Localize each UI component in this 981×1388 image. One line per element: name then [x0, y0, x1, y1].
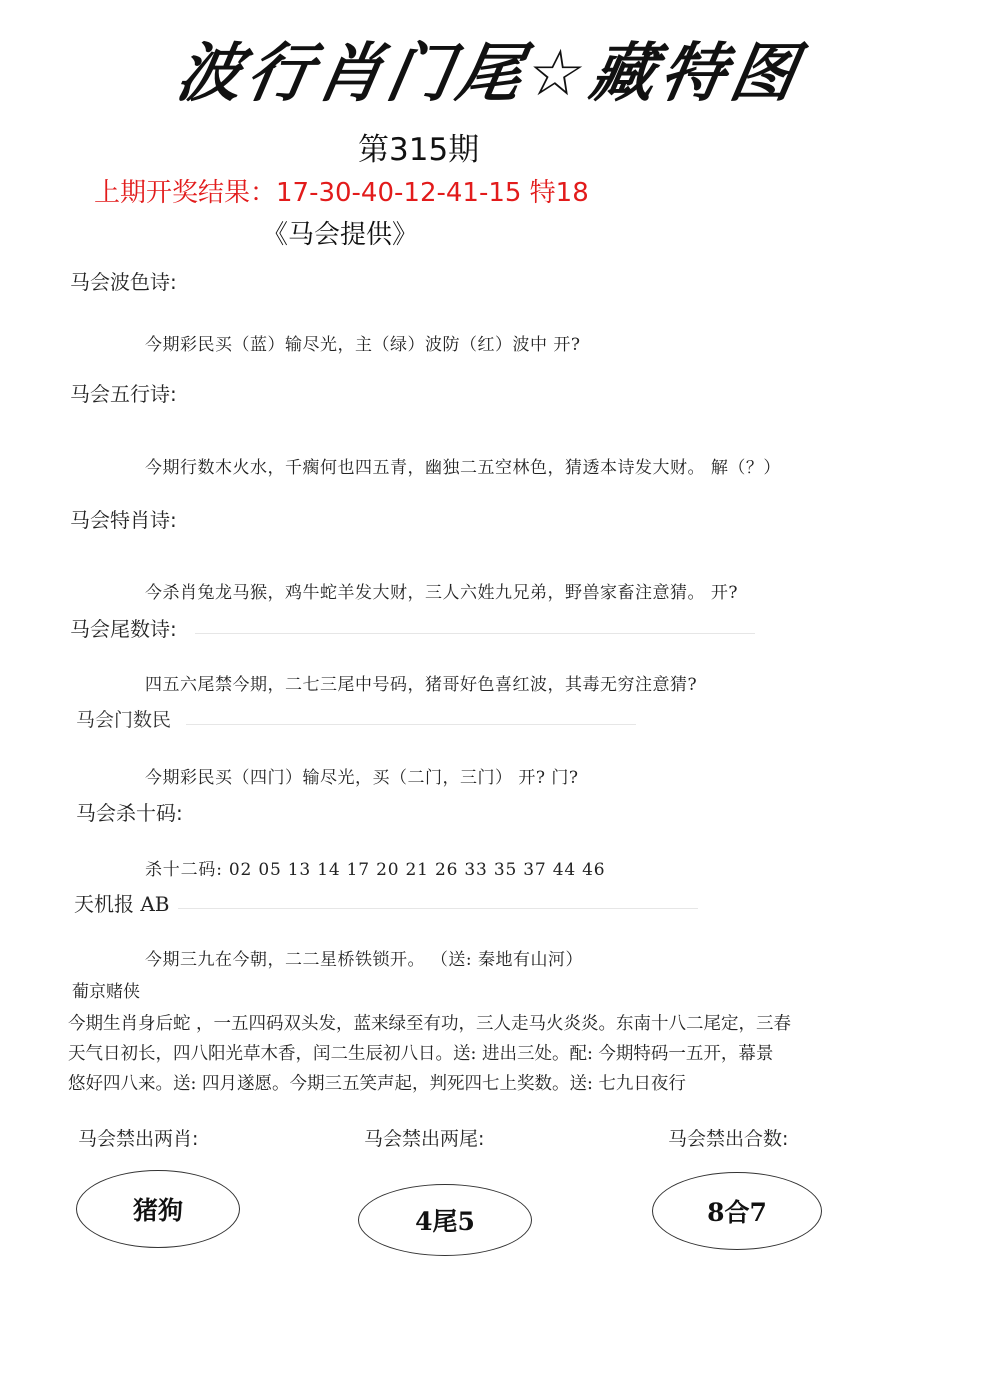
section-text-wave-color: 今期彩民买（蓝）输尽光，主（绿）波防（红）波中 开? [145, 335, 581, 355]
gambler-label: 葡京赌侠 [72, 982, 140, 1002]
faint-divider [178, 908, 698, 909]
page-title: 波行肖门尾☆藏特图 [171, 37, 808, 111]
section-text-five-elements: 今期行数木火水，千瘸何也四五青，幽独二五空林色，猜透本诗发大财。 解（？） [145, 458, 781, 478]
ban-value-zodiac: 猪狗 [132, 1196, 183, 1225]
ban-label-tail: 马会禁出两尾: [364, 1128, 485, 1150]
section-label-special-zodiac: 马会特肖诗: [70, 508, 177, 532]
ban-label-sum: 马会禁出合数: [668, 1128, 789, 1150]
section-text-special-zodiac: 今杀肖兔龙马猴，鸡牛蛇羊发大财，三人六姓九兄弟，野兽家畜注意猜。 开? [145, 583, 739, 603]
ban-oval-sum [652, 1172, 822, 1250]
section-label-tianji: 天机报 AB [74, 892, 170, 916]
ban-label-zodiac: 马会禁出两肖: [78, 1128, 199, 1150]
section-label-gate-number: 马会门数民 [76, 709, 172, 731]
section-label-wave-color: 马会波色诗: [70, 270, 177, 294]
section-text-tianji: 今期三九在今朝，二二星桥铁锁开。 （送: 秦地有山河） [145, 950, 584, 970]
issue-number: 第315期 [358, 132, 480, 168]
provider-line: 《马会提供》 [262, 220, 419, 250]
faint-divider [186, 724, 636, 725]
ban-oval-tail [358, 1184, 532, 1256]
section-label-tail-number: 马会尾数诗: [70, 617, 177, 641]
section-text-kill-numbers: 杀十二码: 02 05 13 14 17 20 21 26 33 35 37 44 46 [145, 860, 606, 880]
faint-divider [195, 633, 755, 634]
last-draw-result: 上期开奖结果：17-30-40-12-41-15 特18 [94, 178, 589, 208]
section-label-kill-numbers: 马会杀十码: [76, 801, 183, 825]
section-text-tail-number: 四五六尾禁今期，二七三尾中号码，猪哥好色喜红波，其毒无穷注意猜? [145, 675, 698, 695]
ban-oval-zodiac [76, 1170, 240, 1248]
gambler-line: 今期生肖身后蛇 ，一五四码双头发，蓝来绿至有功，三人走马火炎炎。东南十八二尾定，三春 [68, 1014, 792, 1034]
ban-value-tail: 4尾5 [415, 1207, 475, 1236]
section-label-five-elements: 马会五行诗: [70, 382, 177, 406]
section-text-gate-number: 今期彩民买（四门）输尽光，买（二门，三门） 开? 门? [145, 768, 579, 788]
gambler-line: 悠好四八来。送: 四月遂愿。今期三五笑声起，判死四七上奖数。送: 七九日夜行 [68, 1074, 686, 1094]
ban-value-sum: 8合7 [707, 1198, 767, 1227]
gambler-line: 天气日初长，四八阳光草木香，闰二生辰初八日。送: 进出三处。配: 今期特码一五开，幕景 [68, 1044, 774, 1064]
